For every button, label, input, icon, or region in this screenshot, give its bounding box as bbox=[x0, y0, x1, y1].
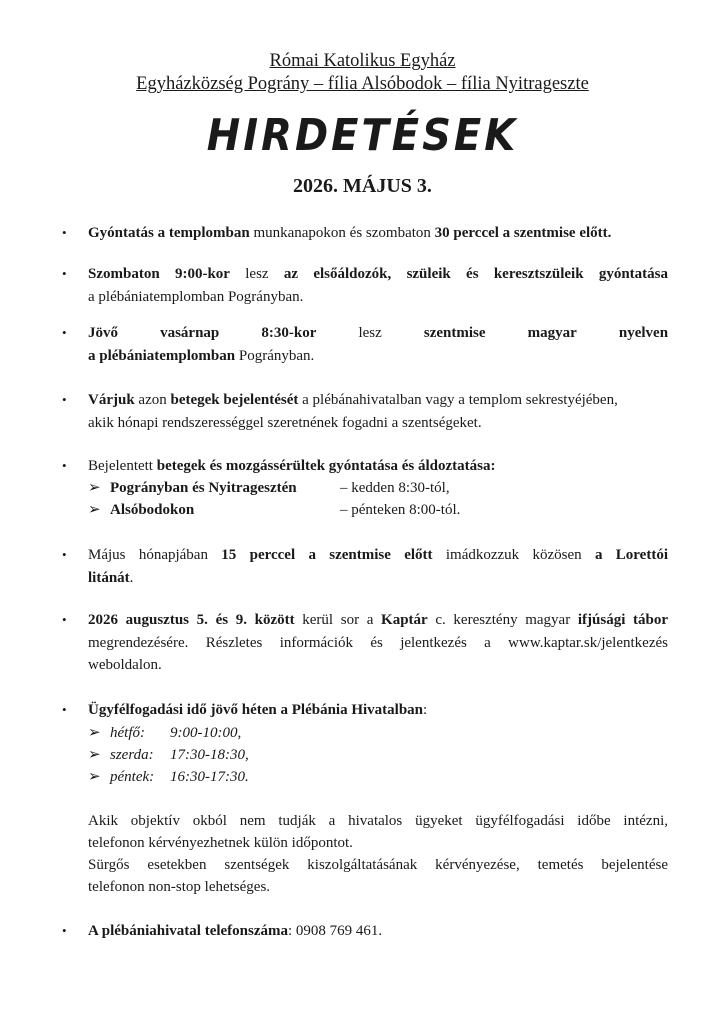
may-text: . bbox=[129, 570, 134, 586]
may-bold-litany: litánát bbox=[88, 570, 130, 586]
may-bold-litany: a Lorettói bbox=[594, 547, 668, 563]
confession-bold: Gyóntatás a templomban bbox=[88, 225, 250, 241]
confession-bold-time: 30 perccel a szentmise előtt. bbox=[434, 225, 612, 241]
header-parish-name: Egyházközség Pográny – fília Alsóbodok – fília Nyitrageszte bbox=[136, 74, 589, 94]
may-text: imádkozzuk közösen bbox=[432, 547, 595, 563]
nextsunday-word: Jövő bbox=[88, 325, 118, 341]
sick-bold-report: betegek bejelentését bbox=[170, 392, 299, 408]
sick-bold-wait: Várjuk bbox=[88, 392, 135, 408]
schedule-place: Alsóbodokon bbox=[110, 502, 195, 518]
hours-row bbox=[88, 766, 249, 788]
arrow-icon: ➢ bbox=[88, 502, 101, 518]
item-saturday-line2: a plébániatemplomban Pogrányban. bbox=[88, 289, 304, 305]
may-text: Május hónapjában bbox=[88, 547, 222, 563]
item-camp-line1 bbox=[88, 609, 668, 631]
nextsunday-word: 8:30-kor bbox=[261, 325, 317, 341]
office-note-line: telefonon kérvényezhetnek külön időpontot. bbox=[88, 835, 353, 851]
announced-text: Bejelentett bbox=[88, 458, 157, 474]
saturday-text: lesz bbox=[229, 266, 284, 282]
camp-bold-event: ifjúsági tábor bbox=[577, 612, 669, 628]
bullet-icon: • bbox=[62, 702, 67, 717]
item-nextsunday-line2 bbox=[88, 345, 668, 367]
arrow-icon: ➢ bbox=[88, 480, 101, 496]
arrow-icon: ➢ bbox=[88, 747, 101, 763]
item-phone bbox=[88, 920, 668, 942]
item-announced-heading bbox=[88, 455, 668, 477]
item-camp-line3: weboldalon. bbox=[88, 657, 162, 673]
header-church-name: Római Katolikus Egyház bbox=[269, 51, 456, 71]
item-nextsunday-line1 bbox=[88, 322, 668, 344]
nextsunday-place-bold: a plébániatemplomban bbox=[88, 348, 236, 364]
bullet-icon: • bbox=[62, 458, 67, 473]
phone-number: : 0908 769 461. bbox=[288, 923, 383, 939]
hours-day: hétfő: bbox=[110, 725, 145, 741]
schedule-row bbox=[88, 499, 194, 521]
camp-text: kerül sor a bbox=[294, 612, 382, 628]
bullet-icon: • bbox=[62, 547, 67, 562]
hours-row bbox=[88, 722, 241, 744]
office-note-line: Sürgős esetekben szentségek kiszolgáltatásának kérvényezése, temetés bejelentése bbox=[88, 857, 668, 873]
sick-text: a plébánahivatalban vagy a templom sekrestyéjében, bbox=[298, 392, 618, 408]
item-saturday-line1 bbox=[88, 263, 668, 285]
schedule-row bbox=[88, 477, 297, 499]
confession-text: munkanapokon és szombaton bbox=[249, 225, 435, 241]
schedule-time: – pénteken 8:00-tól. bbox=[340, 502, 461, 518]
bullet-icon: • bbox=[62, 923, 67, 938]
nextsunday-place-text: Pogrányban. bbox=[235, 348, 315, 364]
saturday-bold-time: Szombaton 9:00-kor bbox=[88, 266, 230, 282]
bullet-icon: • bbox=[62, 266, 67, 281]
nextsunday-word: magyar bbox=[527, 325, 577, 341]
schedule-time: – kedden 8:30-tól, bbox=[340, 480, 450, 496]
nextsunday-word: szentmise bbox=[423, 325, 486, 341]
item-office-heading bbox=[88, 699, 668, 721]
nextsunday-word: nyelven bbox=[618, 325, 669, 341]
bullet-icon: • bbox=[62, 325, 67, 340]
nextsunday-word: vasárnap bbox=[160, 325, 220, 341]
office-bold: Ügyfélfogadási idő jövő héten a Plébánia Hivatalban bbox=[88, 702, 424, 718]
hours-time: 9:00-10:00, bbox=[170, 725, 242, 741]
announcement-date: 2026. MÁJUS 3. bbox=[293, 175, 432, 197]
office-note-line: Akik objektív okból nem tudják a hivatalos ügyeket ügyfélfogadási időbe intézni, bbox=[88, 813, 668, 829]
hours-day: péntek: bbox=[110, 769, 155, 785]
saturday-bold-who: az elsőáldozók, szüleik és keresztszüleik gyóntatása bbox=[283, 266, 668, 282]
office-note-line: telefonon non-stop lehetséges. bbox=[88, 879, 271, 895]
item-sick-line1 bbox=[88, 389, 668, 411]
hours-time: 16:30-17:30. bbox=[170, 769, 249, 785]
item-confession bbox=[88, 222, 668, 244]
camp-text: c. keresztény magyar bbox=[427, 612, 578, 628]
office-text: : bbox=[423, 702, 428, 718]
item-may-line2 bbox=[88, 567, 668, 589]
camp-bold-name: Kaptár bbox=[381, 612, 428, 628]
announced-bold: betegek és mozgássérültek gyóntatása és áldoztatása: bbox=[156, 458, 496, 474]
item-camp-line2: megrendezésére. Részletes információk és jelentkezés a www.kaptar.sk/jelentkezés bbox=[88, 635, 668, 651]
nextsunday-word: lesz bbox=[358, 325, 382, 341]
may-bold-time: 15 perccel a szentmise előtt bbox=[221, 547, 433, 563]
page-title: HIRDETÉSEK bbox=[206, 111, 519, 161]
bullet-icon: • bbox=[62, 392, 67, 407]
hours-time: 17:30-18:30, bbox=[170, 747, 249, 763]
schedule-place: Pogrányban és Nyitragesztén bbox=[110, 480, 297, 496]
bullet-icon: • bbox=[62, 225, 67, 240]
hours-day: szerda: bbox=[110, 747, 154, 763]
arrow-icon: ➢ bbox=[88, 725, 101, 741]
item-may-line1 bbox=[88, 544, 668, 566]
sick-text: azon bbox=[134, 392, 171, 408]
item-sick-line2: akik hónapi rendszerességgel szeretnének fogadni a szentségeket. bbox=[88, 415, 482, 431]
camp-bold-date: 2026 augusztus 5. és 9. között bbox=[88, 612, 295, 628]
bullet-icon: • bbox=[62, 612, 67, 627]
hours-row bbox=[88, 744, 249, 766]
arrow-icon: ➢ bbox=[88, 769, 101, 785]
phone-label: A plébániahivatal telefonszáma bbox=[88, 923, 289, 939]
